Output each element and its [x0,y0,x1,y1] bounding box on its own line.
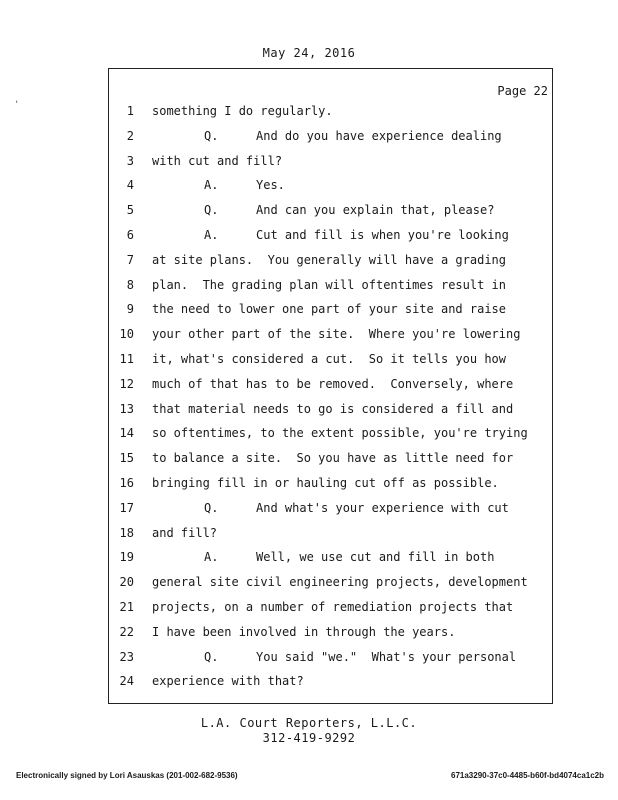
line-number: 8 [126,277,134,292]
line-number: 21 [119,600,134,614]
line-text [152,476,499,490]
line-content: so oftentimes, to the extent possible, you're trying [152,426,528,441]
line-content: Cut and fill is when you're looking [256,228,509,242]
line-text [152,402,513,416]
line-content: experience with that? [152,674,304,689]
line-text [152,278,506,292]
speaker-marker: A. [204,178,219,193]
line-text [152,625,455,639]
speaker-marker: A. [204,550,219,565]
line-number: 17 [119,500,134,515]
line-text [152,526,217,540]
transcript-line [0,129,618,149]
line-text [204,550,494,564]
line-text [152,327,520,341]
speaker-marker: Q. [204,649,219,664]
transcript-line [0,302,618,322]
transcript-line [0,203,618,223]
transcript-line [0,476,618,496]
line-text [204,228,509,242]
line-content: And do you have experience dealing [256,128,502,143]
page-number: Page 22 [497,84,548,98]
court-reporter-phone: 312-419-9292 [262,731,356,745]
speaker-marker: Q. [204,500,219,515]
transcript-line [0,625,618,645]
line-number: 24 [119,674,134,689]
line-content: You said "we." What's your personal [256,649,517,664]
line-number: 2 [126,128,134,143]
line-number: 11 [119,352,134,366]
line-number: 20 [119,575,134,590]
line-number: 1 [126,104,134,118]
line-text [204,650,516,664]
line-number: 9 [126,302,134,317]
line-content: much of that has to be removed. Conversely, where [152,376,514,391]
line-number: 14 [119,426,134,441]
document-id: 671a3290-37c0-4485-b60f-bd4074ca1c2b [451,771,604,780]
transcript-line [0,451,618,471]
line-content: general site civil engineering projects, development [152,575,528,590]
line-content: And can you explain that, please? [256,203,495,218]
line-content: Yes. [256,178,285,193]
electronic-signature: Electronically signed by Lori Asauskas (201-002-682-9536) [16,771,238,780]
line-text [204,178,285,192]
transcript-line [0,228,618,248]
line-content: the need to lower one part of your site and raise [152,302,507,317]
transcript-line [0,377,618,397]
line-number: 5 [126,203,134,218]
line-text [152,426,528,440]
transcript-line [0,402,618,422]
line-number: 16 [119,476,134,490]
line-number: 10 [119,327,134,342]
transcript-line [0,501,618,521]
line-content: Well, we use cut and fill in both [256,550,495,565]
speaker-marker: Q. [204,128,219,143]
line-content: bringing fill in or hauling cut off as possible. [152,476,499,490]
line-number: 23 [119,649,134,664]
transcript-line [0,526,618,546]
line-number: 7 [126,252,134,267]
court-reporter-name: L.A. Court Reporters, L.L.C. [200,716,418,730]
transcript-line [0,575,618,595]
line-text [152,154,282,168]
line-content: that material needs to go is considered a fill and [152,401,514,416]
line-number: 3 [126,153,134,168]
line-content: projects, on a number of remediation projects that [152,600,514,614]
line-text [152,575,528,589]
transcript-date: May 24, 2016 [262,46,356,60]
transcript-line [0,426,618,446]
transcript-line [0,352,618,372]
line-text [204,129,502,143]
line-content: I have been involved in through the years. [152,624,456,639]
line-content: to balance a site. So you have as little need for [152,451,514,466]
line-content: and fill? [152,525,218,540]
line-number: 15 [119,451,134,466]
speaker-marker: Q. [204,203,219,218]
line-content: plan. The grading plan will oftentimes result in [152,277,507,292]
line-text [152,352,506,366]
line-text [152,104,333,118]
transcript-line [0,550,618,570]
line-content: something I do regularly. [152,104,333,118]
line-text [152,377,513,391]
line-content: at site plans. You generally will have a grading [152,252,507,267]
line-number: 19 [119,550,134,565]
line-text [152,253,506,267]
transcript-line [0,674,618,694]
line-number: 13 [119,401,134,416]
line-content: And what's your experience with cut [256,500,509,515]
transcript-line [0,278,618,298]
line-text [152,600,513,614]
line-text [152,302,506,316]
line-content: with cut and fill? [152,153,283,168]
transcript-line [0,104,618,124]
line-number: 12 [119,376,134,391]
speaker-marker: A. [204,228,219,242]
line-text [204,501,509,515]
line-text [204,203,494,217]
line-number: 22 [119,624,134,639]
line-content: it, what's considered a cut. So it tells you how [152,352,507,366]
transcript-line [0,178,618,198]
transcript-line [0,600,618,620]
line-content: your other part of the site. Where you're lowering [152,327,521,342]
transcript-line [0,327,618,347]
transcript-line [0,650,618,670]
transcript-line [0,154,618,174]
line-number: 4 [126,178,134,193]
line-text [152,451,513,465]
transcript-line [0,253,618,273]
scan-mark: ' [14,100,20,110]
line-number: 6 [126,228,134,242]
line-number: 18 [119,525,134,540]
line-text [152,674,304,688]
